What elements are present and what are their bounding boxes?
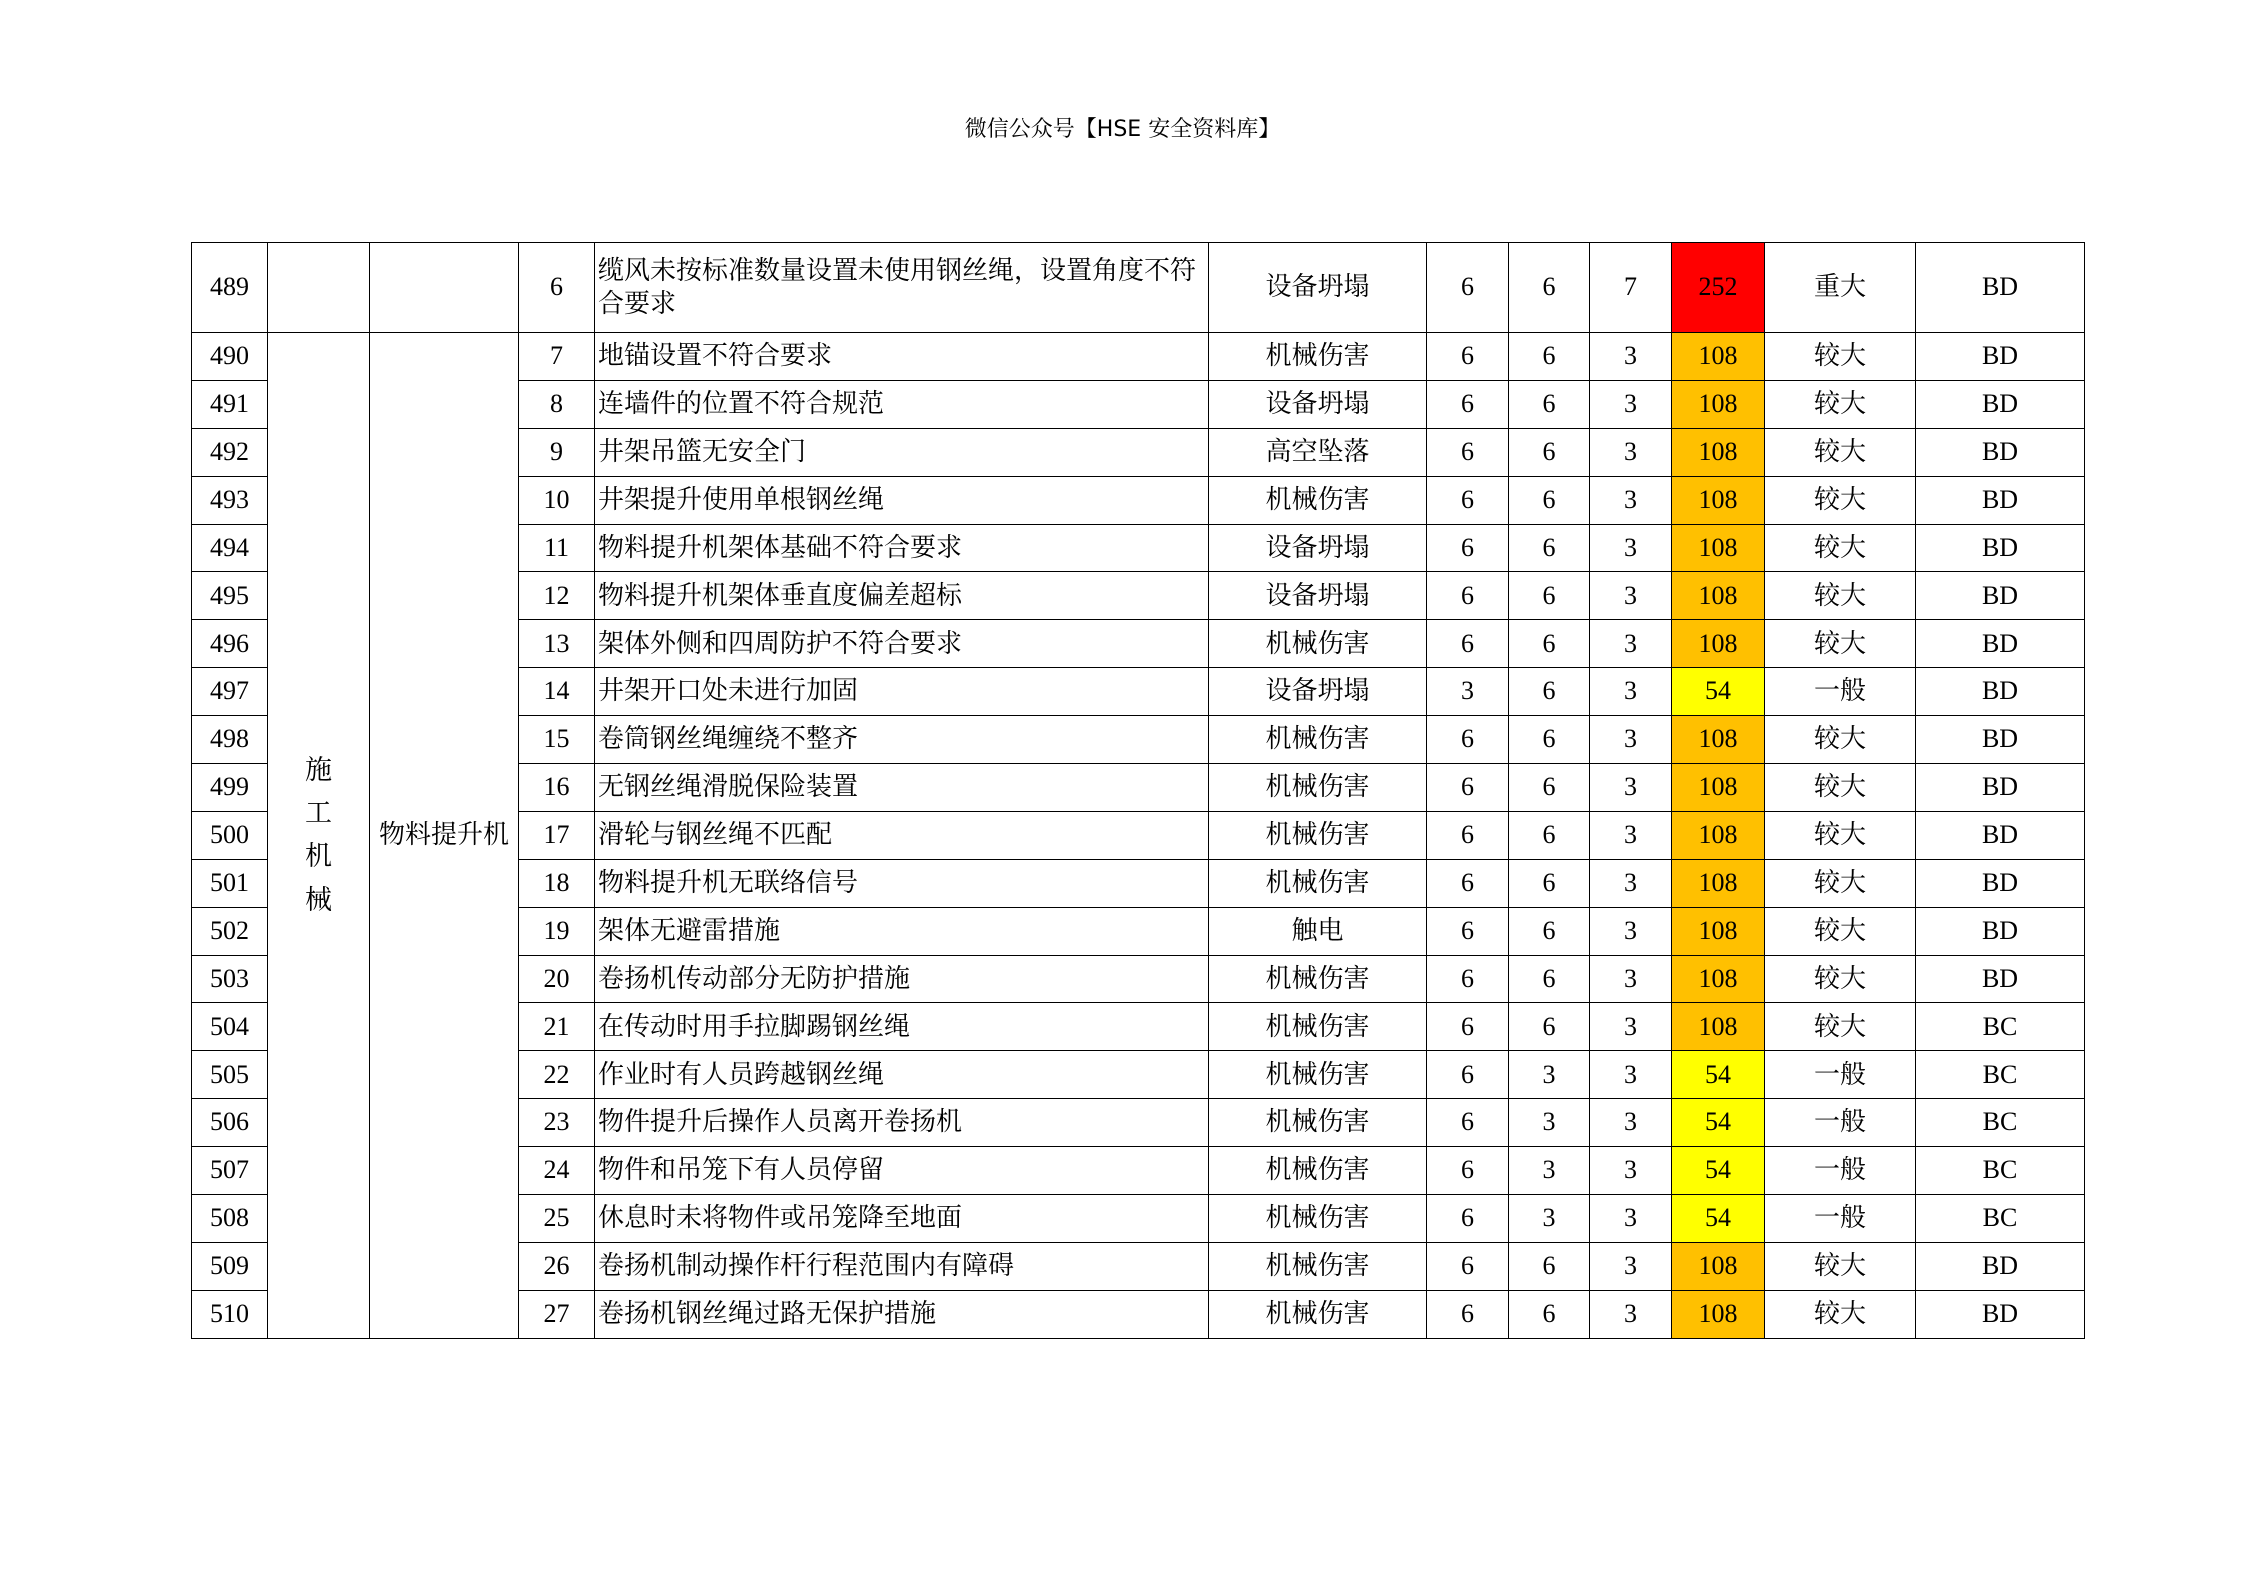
- control-code-cell: BD: [1916, 668, 2085, 716]
- likelihood-cell: 6: [1427, 1003, 1509, 1051]
- likelihood-cell: 6: [1427, 955, 1509, 1003]
- item-number-cell: 14: [519, 668, 595, 716]
- hazard-description-cell: 缆风未按标准数量设置未使用钢丝绳，设置角度不符合要求: [595, 243, 1209, 333]
- accident-type-cell: 机械伤害: [1209, 1051, 1427, 1099]
- likelihood-cell: 6: [1427, 1195, 1509, 1243]
- likelihood-cell: 6: [1427, 524, 1509, 572]
- exposure-cell: 3: [1509, 1051, 1590, 1099]
- item-number-cell: 8: [519, 380, 595, 428]
- category-char: 施: [305, 754, 332, 786]
- control-code-cell: BD: [1916, 1290, 2085, 1338]
- consequence-cell: 3: [1590, 1051, 1672, 1099]
- hazard-description-cell: 卷扬机制动操作杆行程范围内有障碍: [595, 1242, 1209, 1290]
- likelihood-cell: 6: [1427, 333, 1509, 381]
- consequence-cell: 3: [1590, 333, 1672, 381]
- hazard-description-cell: 休息时未将物件或吊笼降至地面: [595, 1195, 1209, 1243]
- accident-type-cell: 触电: [1209, 907, 1427, 955]
- control-code-cell: BD: [1916, 476, 2085, 524]
- row-number-cell: 496: [192, 620, 268, 668]
- control-code-cell: BC: [1916, 1003, 2085, 1051]
- risk-score-cell: 108: [1672, 859, 1765, 907]
- item-number-cell: 15: [519, 716, 595, 764]
- row-number-cell: 498: [192, 716, 268, 764]
- category-char: 工: [305, 798, 332, 830]
- hazard-description-cell: 物料提升机无联络信号: [595, 859, 1209, 907]
- likelihood-cell: 6: [1427, 243, 1509, 333]
- page-header: 微信公众号【HSE 安全资料库】: [964, 117, 1281, 142]
- likelihood-cell: 6: [1427, 1242, 1509, 1290]
- hazard-description-cell: 地锚设置不符合要求: [595, 333, 1209, 381]
- consequence-cell: 3: [1590, 428, 1672, 476]
- risk-score-cell: 108: [1672, 907, 1765, 955]
- risk-level-cell: 一般: [1765, 1195, 1916, 1243]
- risk-table: [191, 242, 2085, 1339]
- consequence-cell: 3: [1590, 476, 1672, 524]
- row-number-cell: 506: [192, 1099, 268, 1147]
- exposure-cell: 6: [1509, 620, 1590, 668]
- item-number-cell: 23: [519, 1099, 595, 1147]
- row-number-cell: 507: [192, 1147, 268, 1195]
- likelihood-cell: 6: [1427, 572, 1509, 620]
- exposure-cell: 6: [1509, 1290, 1590, 1338]
- consequence-cell: 3: [1590, 811, 1672, 859]
- control-code-cell: BD: [1916, 1242, 2085, 1290]
- hazard-description-cell: 作业时有人员跨越钢丝绳: [595, 1051, 1209, 1099]
- risk-score-cell: 108: [1672, 476, 1765, 524]
- hazard-description-cell: 无钢丝绳滑脱保险装置: [595, 764, 1209, 812]
- control-code-cell: BC: [1916, 1099, 2085, 1147]
- accident-type-cell: 机械伤害: [1209, 859, 1427, 907]
- consequence-cell: 3: [1590, 1003, 1672, 1051]
- control-code-cell: BD: [1916, 428, 2085, 476]
- hazard-description-cell: 连墙件的位置不符合规范: [595, 380, 1209, 428]
- category-cell: [268, 333, 370, 1339]
- exposure-cell: 3: [1509, 1147, 1590, 1195]
- risk-level-cell: 一般: [1765, 1051, 1916, 1099]
- risk-score-cell: 108: [1672, 716, 1765, 764]
- hazard-description-cell: 物料提升机架体基础不符合要求: [595, 524, 1209, 572]
- risk-score-cell: 108: [1672, 333, 1765, 381]
- likelihood-cell: 6: [1427, 428, 1509, 476]
- likelihood-cell: 6: [1427, 1290, 1509, 1338]
- likelihood-cell: 6: [1427, 811, 1509, 859]
- control-code-cell: BC: [1916, 1051, 2085, 1099]
- row-number-cell: 490: [192, 333, 268, 381]
- risk-level-cell: 重大: [1765, 243, 1916, 333]
- accident-type-cell: 高空坠落: [1209, 428, 1427, 476]
- control-code-cell: BD: [1916, 524, 2085, 572]
- control-code-cell: BD: [1916, 620, 2085, 668]
- hazard-description-cell: 卷扬机传动部分无防护措施: [595, 955, 1209, 1003]
- item-number-cell: 11: [519, 524, 595, 572]
- item-number-cell: 17: [519, 811, 595, 859]
- consequence-cell: 3: [1590, 1195, 1672, 1243]
- risk-level-cell: 一般: [1765, 668, 1916, 716]
- item-number-cell: 7: [519, 333, 595, 381]
- risk-score-cell: 108: [1672, 1003, 1765, 1051]
- item-number-cell: 12: [519, 572, 595, 620]
- risk-score-cell: 108: [1672, 1242, 1765, 1290]
- risk-score-cell: 54: [1672, 668, 1765, 716]
- accident-type-cell: 机械伤害: [1209, 1003, 1427, 1051]
- item-number-cell: 16: [519, 764, 595, 812]
- consequence-cell: 3: [1590, 524, 1672, 572]
- consequence-cell: 3: [1590, 716, 1672, 764]
- likelihood-cell: 6: [1427, 907, 1509, 955]
- accident-type-cell: 机械伤害: [1209, 764, 1427, 812]
- control-code-cell: BC: [1916, 1147, 2085, 1195]
- risk-level-cell: 一般: [1765, 1099, 1916, 1147]
- likelihood-cell: 6: [1427, 1099, 1509, 1147]
- risk-level-cell: 较大: [1765, 524, 1916, 572]
- item-number-cell: 21: [519, 1003, 595, 1051]
- consequence-cell: 3: [1590, 620, 1672, 668]
- likelihood-cell: 6: [1427, 380, 1509, 428]
- row-number-cell: 501: [192, 859, 268, 907]
- item-number-cell: 25: [519, 1195, 595, 1243]
- row-number-cell: 508: [192, 1195, 268, 1243]
- table-row: [192, 243, 2085, 333]
- accident-type-cell: 机械伤害: [1209, 1290, 1427, 1338]
- item-number-cell: 18: [519, 859, 595, 907]
- row-number-cell: 509: [192, 1242, 268, 1290]
- risk-score-cell: 54: [1672, 1147, 1765, 1195]
- row-number-cell: 499: [192, 764, 268, 812]
- item-number-cell: 19: [519, 907, 595, 955]
- row-number-cell: 491: [192, 380, 268, 428]
- risk-level-cell: 较大: [1765, 859, 1916, 907]
- risk-score-cell: 108: [1672, 572, 1765, 620]
- risk-level-cell: 一般: [1765, 1147, 1916, 1195]
- exposure-cell: 6: [1509, 572, 1590, 620]
- likelihood-cell: 6: [1427, 764, 1509, 812]
- likelihood-cell: 6: [1427, 859, 1509, 907]
- accident-type-cell: 设备坍塌: [1209, 243, 1427, 333]
- likelihood-cell: 6: [1427, 620, 1509, 668]
- likelihood-cell: 3: [1427, 668, 1509, 716]
- row-number-cell: 500: [192, 811, 268, 859]
- exposure-cell: 6: [1509, 333, 1590, 381]
- accident-type-cell: 机械伤害: [1209, 333, 1427, 381]
- row-number-cell: 492: [192, 428, 268, 476]
- accident-type-cell: 机械伤害: [1209, 1147, 1427, 1195]
- item-number-cell: 27: [519, 1290, 595, 1338]
- control-code-cell: BD: [1916, 716, 2085, 764]
- control-code-cell: BD: [1916, 333, 2085, 381]
- accident-type-cell: 机械伤害: [1209, 811, 1427, 859]
- hazard-description-cell: 物件和吊笼下有人员停留: [595, 1147, 1209, 1195]
- category-char: 机: [305, 841, 332, 873]
- hazard-description-cell: 井架提升使用单根钢丝绳: [595, 476, 1209, 524]
- exposure-cell: 6: [1509, 243, 1590, 333]
- accident-type-cell: 机械伤害: [1209, 716, 1427, 764]
- equipment-cell-empty: [370, 243, 519, 333]
- accident-type-cell: 设备坍塌: [1209, 668, 1427, 716]
- hazard-description-cell: 架体外侧和四周防护不符合要求: [595, 620, 1209, 668]
- consequence-cell: 3: [1590, 1290, 1672, 1338]
- consequence-cell: 3: [1590, 380, 1672, 428]
- hazard-description-cell: 物件提升后操作人员离开卷扬机: [595, 1099, 1209, 1147]
- control-code-cell: BD: [1916, 859, 2085, 907]
- risk-level-cell: 较大: [1765, 476, 1916, 524]
- exposure-cell: 6: [1509, 524, 1590, 572]
- risk-score-cell: 108: [1672, 955, 1765, 1003]
- item-number-cell: 13: [519, 620, 595, 668]
- control-code-cell: BC: [1916, 1195, 2085, 1243]
- consequence-cell: 7: [1590, 243, 1672, 333]
- accident-type-cell: 设备坍塌: [1209, 380, 1427, 428]
- exposure-cell: 6: [1509, 907, 1590, 955]
- exposure-cell: 6: [1509, 476, 1590, 524]
- risk-score-cell: 54: [1672, 1051, 1765, 1099]
- exposure-cell: 6: [1509, 380, 1590, 428]
- risk-level-cell: 较大: [1765, 811, 1916, 859]
- hazard-description-cell: 滑轮与钢丝绳不匹配: [595, 811, 1209, 859]
- risk-level-cell: 较大: [1765, 764, 1916, 812]
- exposure-cell: 3: [1509, 1195, 1590, 1243]
- risk-level-cell: 较大: [1765, 428, 1916, 476]
- hazard-description-cell: 井架吊篮无安全门: [595, 428, 1209, 476]
- table-row: [192, 333, 2085, 381]
- risk-level-cell: 较大: [1765, 716, 1916, 764]
- risk-score-cell: 252: [1672, 243, 1765, 333]
- accident-type-cell: 设备坍塌: [1209, 524, 1427, 572]
- risk-score-cell: 108: [1672, 764, 1765, 812]
- hazard-description-cell: 卷扬机钢丝绳过路无保护措施: [595, 1290, 1209, 1338]
- accident-type-cell: 机械伤害: [1209, 620, 1427, 668]
- risk-level-cell: 较大: [1765, 1290, 1916, 1338]
- row-number-cell: 510: [192, 1290, 268, 1338]
- accident-type-cell: 机械伤害: [1209, 1242, 1427, 1290]
- hazard-description-cell: 井架开口处未进行加固: [595, 668, 1209, 716]
- risk-score-cell: 54: [1672, 1099, 1765, 1147]
- exposure-cell: 6: [1509, 1003, 1590, 1051]
- row-number-cell: 503: [192, 955, 268, 1003]
- control-code-cell: BD: [1916, 243, 2085, 333]
- hazard-description-cell: 架体无避雷措施: [595, 907, 1209, 955]
- risk-score-cell: 54: [1672, 1195, 1765, 1243]
- risk-score-cell: 108: [1672, 380, 1765, 428]
- category-cell-empty: [268, 243, 370, 333]
- exposure-cell: 6: [1509, 668, 1590, 716]
- consequence-cell: 3: [1590, 572, 1672, 620]
- risk-score-cell: 108: [1672, 428, 1765, 476]
- risk-score-cell: 108: [1672, 1290, 1765, 1338]
- category-char: 械: [305, 884, 332, 916]
- hazard-description-cell: 卷筒钢丝绳缠绕不整齐: [595, 716, 1209, 764]
- accident-type-cell: 机械伤害: [1209, 476, 1427, 524]
- risk-level-cell: 较大: [1765, 1003, 1916, 1051]
- exposure-cell: 3: [1509, 1099, 1590, 1147]
- row-number-cell: 497: [192, 668, 268, 716]
- exposure-cell: 6: [1509, 428, 1590, 476]
- control-code-cell: BD: [1916, 764, 2085, 812]
- accident-type-cell: 设备坍塌: [1209, 572, 1427, 620]
- likelihood-cell: 6: [1427, 1051, 1509, 1099]
- consequence-cell: 3: [1590, 1099, 1672, 1147]
- risk-level-cell: 较大: [1765, 907, 1916, 955]
- hazard-description-cell: 物料提升机架体垂直度偏差超标: [595, 572, 1209, 620]
- consequence-cell: 3: [1590, 955, 1672, 1003]
- control-code-cell: BD: [1916, 380, 2085, 428]
- likelihood-cell: 6: [1427, 1147, 1509, 1195]
- control-code-cell: BD: [1916, 955, 2085, 1003]
- risk-score-cell: 108: [1672, 524, 1765, 572]
- row-number-cell: 504: [192, 1003, 268, 1051]
- control-code-cell: BD: [1916, 811, 2085, 859]
- consequence-cell: 3: [1590, 907, 1672, 955]
- accident-type-cell: 机械伤害: [1209, 955, 1427, 1003]
- exposure-cell: 6: [1509, 764, 1590, 812]
- row-number-cell: 502: [192, 907, 268, 955]
- consequence-cell: 3: [1590, 1147, 1672, 1195]
- risk-level-cell: 较大: [1765, 1242, 1916, 1290]
- control-code-cell: BD: [1916, 572, 2085, 620]
- accident-type-cell: 机械伤害: [1209, 1099, 1427, 1147]
- item-number-cell: 6: [519, 243, 595, 333]
- item-number-cell: 26: [519, 1242, 595, 1290]
- consequence-cell: 3: [1590, 859, 1672, 907]
- consequence-cell: 3: [1590, 668, 1672, 716]
- item-number-cell: 9: [519, 428, 595, 476]
- exposure-cell: 6: [1509, 955, 1590, 1003]
- risk-level-cell: 较大: [1765, 572, 1916, 620]
- risk-level-cell: 较大: [1765, 955, 1916, 1003]
- control-code-cell: BD: [1916, 907, 2085, 955]
- risk-level-cell: 较大: [1765, 620, 1916, 668]
- item-number-cell: 22: [519, 1051, 595, 1099]
- consequence-cell: 3: [1590, 764, 1672, 812]
- exposure-cell: 6: [1509, 716, 1590, 764]
- row-number-cell: 494: [192, 524, 268, 572]
- hazard-description-cell: 在传动时用手拉脚踢钢丝绳: [595, 1003, 1209, 1051]
- risk-score-cell: 108: [1672, 811, 1765, 859]
- row-number-cell: 505: [192, 1051, 268, 1099]
- risk-score-cell: 108: [1672, 620, 1765, 668]
- row-number-cell: 495: [192, 572, 268, 620]
- risk-level-cell: 较大: [1765, 380, 1916, 428]
- equipment-cell: 物料提升机: [370, 333, 519, 1339]
- item-number-cell: 10: [519, 476, 595, 524]
- consequence-cell: 3: [1590, 1242, 1672, 1290]
- risk-level-cell: 较大: [1765, 333, 1916, 381]
- item-number-cell: 24: [519, 1147, 595, 1195]
- likelihood-cell: 6: [1427, 476, 1509, 524]
- likelihood-cell: 6: [1427, 716, 1509, 764]
- item-number-cell: 20: [519, 955, 595, 1003]
- row-number-cell: 489: [192, 243, 268, 333]
- exposure-cell: 6: [1509, 1242, 1590, 1290]
- accident-type-cell: 机械伤害: [1209, 1195, 1427, 1243]
- exposure-cell: 6: [1509, 859, 1590, 907]
- exposure-cell: 6: [1509, 811, 1590, 859]
- row-number-cell: 493: [192, 476, 268, 524]
